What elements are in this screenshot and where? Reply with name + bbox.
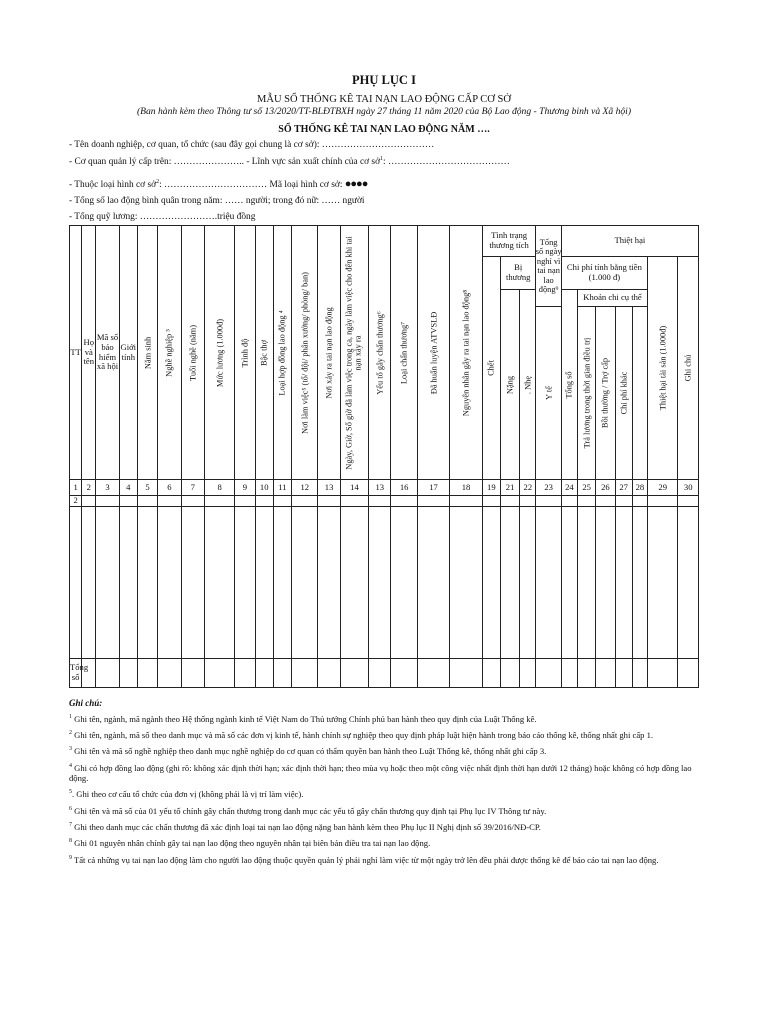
column-number: 23 [536, 480, 561, 496]
table-cell[interactable] [204, 507, 234, 659]
table-cell[interactable] [520, 507, 536, 659]
column-number-row [70, 480, 699, 496]
footnote-item: $^8$ Ghi 01 nguyên nhân chính gây tai nạn lao động theo nguyên nhân tại biên bản điều tra tai nạn lao động. [69, 838, 431, 849]
total-cell[interactable] [204, 659, 234, 688]
column-number: 10 [255, 480, 273, 496]
col-social-insurance: Mã số bảo hiểm xã hội [96, 226, 119, 480]
total-cell[interactable] [369, 659, 391, 688]
column-number: 28 [632, 480, 647, 496]
total-row [70, 659, 699, 688]
footnotes [69, 698, 699, 871]
column-number: 8 [204, 480, 234, 496]
table-cell[interactable] [391, 496, 417, 507]
table-cell[interactable] [158, 496, 181, 507]
column-number: 6 [158, 480, 181, 496]
table-cell[interactable] [119, 507, 137, 659]
table-cell[interactable] [70, 507, 82, 659]
total-cell[interactable] [482, 659, 500, 688]
notes-list [69, 714, 699, 865]
total-cell[interactable] [137, 659, 157, 688]
total-cell[interactable] [450, 659, 482, 688]
table-cell[interactable] [82, 496, 96, 507]
group-specific-costs: Khoản chi cụ thể [578, 290, 648, 307]
total-cell[interactable] [536, 659, 561, 688]
appendix-title: PHỤ LỤC I [352, 73, 416, 87]
total-cell[interactable] [520, 659, 536, 688]
col-accident-cause: Nguyên nhân gây ra tai nạn lao động⁸ [450, 226, 482, 480]
table-cell[interactable]: 2 [70, 496, 82, 507]
field-average-workers: - Tổng số lao động bình quân trong năm: …… người; trong đó nữ: …… người [69, 196, 365, 206]
table-cell[interactable] [596, 507, 615, 659]
column-number: 30 [678, 480, 699, 496]
table-cell[interactable] [561, 496, 577, 507]
col-injury-type: Loại chấn thương⁷ [391, 226, 417, 480]
total-cell[interactable] [647, 659, 677, 688]
table-cell[interactable] [137, 507, 157, 659]
col-days-off: Tổng số ngày nghỉ vì tai nạn lao động⁹ [536, 226, 561, 307]
table-cell[interactable] [96, 496, 119, 507]
total-cell[interactable] [596, 659, 615, 688]
table-cell[interactable] [369, 496, 391, 507]
total-cell[interactable] [561, 659, 577, 688]
field-facility-type: - Thuộc loại hình cơ sở$^2$: …………………………… Mã loại hình cơ sở: ●●●● [69, 178, 368, 190]
table-cell[interactable] [482, 507, 500, 659]
table-cell[interactable] [96, 507, 119, 659]
col-wages-treatment: Trả lương trong thời gian điều trị [578, 307, 596, 480]
total-cell[interactable] [255, 659, 273, 688]
column-number: 7 [181, 480, 204, 496]
col-notes: Ghi chú [678, 257, 699, 480]
table-cell[interactable] [417, 507, 449, 659]
total-cell[interactable] [273, 659, 291, 688]
total-cell[interactable] [158, 659, 181, 688]
table-cell[interactable] [82, 507, 96, 659]
group-monetary-cost: Chi phí tính bằng tiền (1.000 đ) [561, 257, 647, 290]
table-cell[interactable] [158, 507, 181, 659]
table-cell[interactable] [632, 496, 647, 507]
issued-note: (Ban hành kèm theo Thông tư số 13/2020/TT-BLĐTBXH ngày 27 tháng 11 năm 2020 của Bộ Lao động - Thương binh và Xã hội) [136, 106, 632, 117]
col-salary: Mức lương (1.000đ) [204, 226, 234, 480]
column-number: 27 [615, 480, 632, 496]
table-row [70, 496, 699, 507]
group-injury-status: Tình trạng thương tích [482, 226, 536, 257]
total-cell[interactable] [119, 659, 137, 688]
col-minor: . Nhẹ [520, 290, 536, 480]
col-dead: Chết [482, 257, 500, 480]
table-cell[interactable] [318, 496, 340, 507]
table-cell[interactable] [500, 496, 519, 507]
total-cell[interactable] [500, 659, 519, 688]
facility-code-dots: ●●●● [344, 178, 368, 190]
total-cell[interactable] [632, 659, 647, 688]
column-number: 25 [578, 480, 596, 496]
col-birth-year: Năm sinh [137, 226, 157, 480]
table-cell[interactable] [137, 496, 157, 507]
table-cell[interactable] [292, 507, 318, 659]
footnote-item: $^2$ Ghi tên, ngành, mã số theo danh mục và mã số các đơn vị kinh tế, hành chính sự nghiệp theo quy định pháp luật hiện hành trong báo cáo thống kê, thống nhất ghi cấp 1. [69, 730, 654, 741]
table-cell[interactable] [318, 507, 340, 659]
column-number: 18 [450, 480, 482, 496]
total-cell[interactable] [678, 659, 699, 688]
table-cell[interactable] [417, 496, 449, 507]
notes-heading: Ghi chú: [69, 698, 103, 708]
field-managing-agency: - Cơ quan quản lý cấp trên: ………………….. - Lĩnh vực sản xuất chính của cơ sở$^1$: ………………………………… [69, 155, 510, 167]
column-number: 26 [596, 480, 615, 496]
group-injured: Bị thương [500, 257, 535, 290]
col-accident-location: Nơi xảy ra tai nạn lao động [318, 226, 340, 480]
table-cell[interactable] [500, 507, 519, 659]
table-cell[interactable] [632, 507, 647, 659]
table-cell[interactable] [292, 496, 318, 507]
footnote-item: $^4$ Ghi có hợp đồng lao động (ghi rõ: không xác định thời hạn; xác định thời hạn; theo mùa vụ hoặc theo một công việc nhất định thời hạn dưới 12 tháng) hoặc không có hợp đồng lao động. [69, 762, 692, 784]
footnote-item: $^3$ Ghi tên và mã số nghề nghiệp theo danh mục nghề nghiệp do cơ quan có thẩm quyền ban hành theo Luật Thống kê, thống nhất ghi cấp 3. [69, 746, 547, 757]
table-cell[interactable] [561, 507, 577, 659]
total-cell[interactable] [391, 659, 417, 688]
total-cell[interactable] [318, 659, 340, 688]
footnote-item: $^7$ Ghi theo danh mục các chấn thương đã xác định loại tai nạn lao động nặng ban hành kèm theo Phụ lục II Nghị định số 39/2016/NĐ-CP. [69, 821, 541, 832]
column-number: 2 [82, 480, 96, 496]
group-damages: Thiệt hại [561, 226, 698, 257]
total-label: Tổng số [70, 659, 82, 688]
table-cell[interactable] [204, 496, 234, 507]
col-other-costs: Chi phí khác [615, 307, 632, 480]
table-cell[interactable] [340, 496, 368, 507]
column-number: 19 [482, 480, 500, 496]
column-number: 4 [119, 480, 137, 496]
total-cell[interactable] [615, 659, 632, 688]
table-cell[interactable] [647, 496, 677, 507]
column-number: 9 [235, 480, 255, 496]
column-number: 13 [369, 480, 391, 496]
col-total-cost: Tổng số [561, 290, 577, 480]
table-cell[interactable] [615, 496, 632, 507]
column-number: 13 [318, 480, 340, 496]
col-workplace: Nơi làm việc⁵ (tổ/ đội/ phân xưởng/ phòng/ ban) [292, 226, 318, 480]
column-number: 17 [417, 480, 449, 496]
table-cell[interactable] [536, 496, 561, 507]
total-cell[interactable] [181, 659, 204, 688]
total-cell[interactable] [96, 659, 119, 688]
col-severe: Nặng [500, 290, 519, 480]
col-education: Trình độ [235, 226, 255, 480]
footnote-item: $^9$ Tất cả những vụ tai nạn lao động làm cho người lao động thuộc quyền quản lý phải nghỉ làm việc từ một ngày trở lên đều phải được thống kê để báo cáo tai nạn lao động. [69, 854, 659, 865]
table-body-blank [70, 507, 699, 659]
table-cell[interactable] [181, 496, 204, 507]
footnote-item: $^1$ Ghi tên, ngành, mã ngành theo Hệ thống ngành kinh tế Việt Nam do Thủ tướng Chính phủ ban hành theo quy định của Luật Thống kê. [69, 713, 537, 724]
table-cell[interactable] [119, 496, 137, 507]
field-enterprise-name: - Tên doanh nghiệp, cơ quan, tổ chức (sau đây gọi chung là cơ sở): ……………………………… [69, 140, 435, 150]
col-gender: Giới tính [119, 226, 137, 480]
table-cell[interactable] [255, 507, 273, 659]
total-cell[interactable] [235, 659, 255, 688]
col-full-name: Họ và tên [82, 226, 96, 480]
table-cell[interactable] [615, 507, 632, 659]
col-injury-factor: Yếu tố gây chấn thương⁶ [369, 226, 391, 480]
total-cell[interactable] [417, 659, 449, 688]
column-number: 12 [292, 480, 318, 496]
table-cell[interactable] [578, 507, 596, 659]
table-cell[interactable] [273, 496, 291, 507]
column-number: 3 [96, 480, 119, 496]
footnote-item: $^5$. Ghi theo cơ cấu tổ chức của đơn vị (không phải là vị trí làm việc). [69, 789, 304, 800]
field-total-salary: - Tổng quỹ lương: …………………….triệu đồng [69, 212, 256, 222]
table-cell[interactable] [450, 496, 482, 507]
table-cell[interactable] [273, 507, 291, 659]
column-number: 24 [561, 480, 577, 496]
total-cell[interactable] [292, 659, 318, 688]
column-number: 11 [273, 480, 291, 496]
table-cell[interactable] [340, 507, 368, 659]
col-compensation: Bồi thường / Trợ cấp [596, 307, 615, 480]
table-cell[interactable] [235, 496, 255, 507]
table-cell[interactable] [450, 507, 482, 659]
col-property-damage: Thiệt hại tài sản (1.000đ) [647, 257, 677, 480]
table-cell[interactable] [520, 496, 536, 507]
header-row-1 [70, 226, 699, 257]
table-cell[interactable] [536, 507, 561, 659]
col-medical: Y tế [536, 307, 561, 480]
column-number: 16 [391, 480, 417, 496]
column-number: 21 [500, 480, 519, 496]
col-occupation: Nghề nghiệp ³ [158, 226, 181, 480]
table-cell[interactable] [235, 507, 255, 659]
col-tt: TT [70, 226, 82, 480]
table-cell[interactable] [391, 507, 417, 659]
col-contract-type: Loại hợp đồng lao động ⁴ [273, 226, 291, 480]
column-number: 1 [70, 480, 82, 496]
table-cell[interactable] [181, 507, 204, 659]
column-number: 5 [137, 480, 157, 496]
col-date-time: Ngày, Giờ, Số giờ đã làm việc trong ca, ngày làm việc cho đến khi tai nạn xảy ra [340, 226, 368, 480]
column-number: 29 [647, 480, 677, 496]
column-number: 22 [520, 480, 536, 496]
table-cell[interactable] [578, 496, 596, 507]
table-cell[interactable] [255, 496, 273, 507]
total-cell[interactable] [340, 659, 368, 688]
col-skill-grade: Bậc thợ [255, 226, 273, 480]
col-safety-training: Đã huấn luyện ATVSLĐ [417, 226, 449, 480]
col-years-in-trade: Tuổi nghề (năm) [181, 226, 204, 480]
table-cell[interactable] [482, 496, 500, 507]
table-cell[interactable] [369, 507, 391, 659]
footnote-item: $^6$ Ghi tên và mã số của 01 yếu tố chính gây chấn thương trong danh mục các yếu tố gây chấn thương quy định tại Phụ lục IV Thông tư này. [69, 805, 547, 816]
form-subtitle: MẪU SỔ THỐNG KÊ TAI NẠN LAO ĐỘNG CẤP CƠ SỞ [257, 94, 511, 105]
table-cell[interactable] [678, 507, 699, 659]
accident-statistics-table [69, 225, 699, 688]
column-number: 14 [340, 480, 368, 496]
table-cell[interactable] [647, 507, 677, 659]
table-cell[interactable] [596, 496, 615, 507]
table-cell[interactable] [678, 496, 699, 507]
total-cell[interactable] [578, 659, 596, 688]
book-title: SỔ THỐNG KÊ TAI NẠN LAO ĐỘNG NĂM …. [278, 124, 490, 135]
